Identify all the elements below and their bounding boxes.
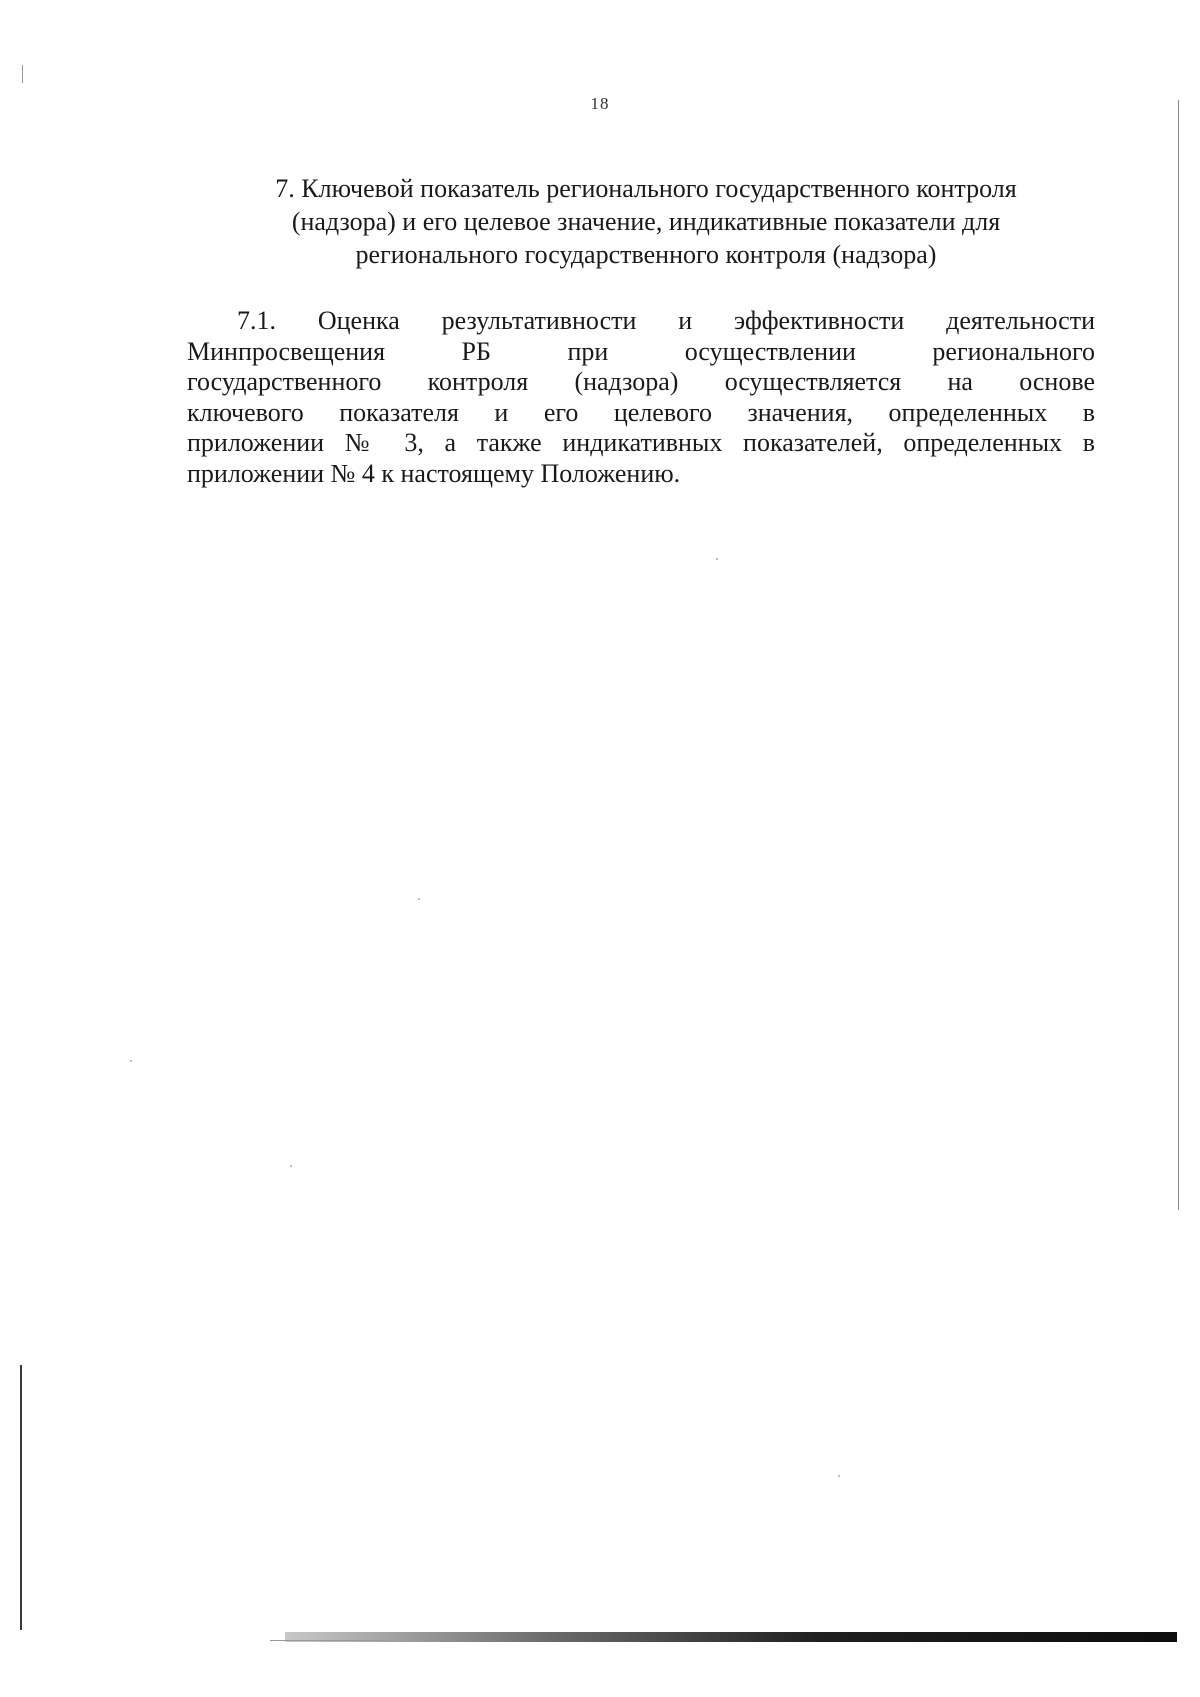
paragraph-line: государственного контроля (надзора) осуществляется на основе [187,367,1095,396]
scan-artifact-bottom-bar [285,1632,1177,1642]
heading-line: (надзора) и его целевое значение, индикативные показатели для [291,207,1001,236]
paragraph-line: Минпросвещения РБ при осуществлении регионального [187,336,1095,366]
scan-speck [290,1165,292,1167]
scan-artifact-left-top [22,65,23,83]
paragraph-line: приложении № 3, а также индикативных показателей, определенных в [187,428,1095,457]
paragraph-line: приложении № 4 к настоящему Положению. [187,458,681,488]
paragraph-line: ключевого показателя и его целевого значения, определенных в [187,397,1095,427]
scan-artifact-bottom-line [270,1640,390,1641]
scan-speck [716,558,718,560]
paragraph-7-1 [187,306,1095,489]
heading-line: регионального государственного контроля (надзора) [355,240,937,269]
scan-artifact-left-edge [20,1365,22,1630]
scan-artifact-right-edge [1178,100,1179,1210]
scan-speck [130,1060,132,1062]
scan-speck [838,1475,840,1477]
section-heading [190,172,1102,271]
page-number: 18 [590,94,610,113]
paragraph-line: 7.1. Оценка результативности и эффективности деятельности [237,306,1095,335]
heading-line: 7. Ключевой показатель регионального государственного контроля [275,174,1017,203]
scan-speck [418,898,420,900]
